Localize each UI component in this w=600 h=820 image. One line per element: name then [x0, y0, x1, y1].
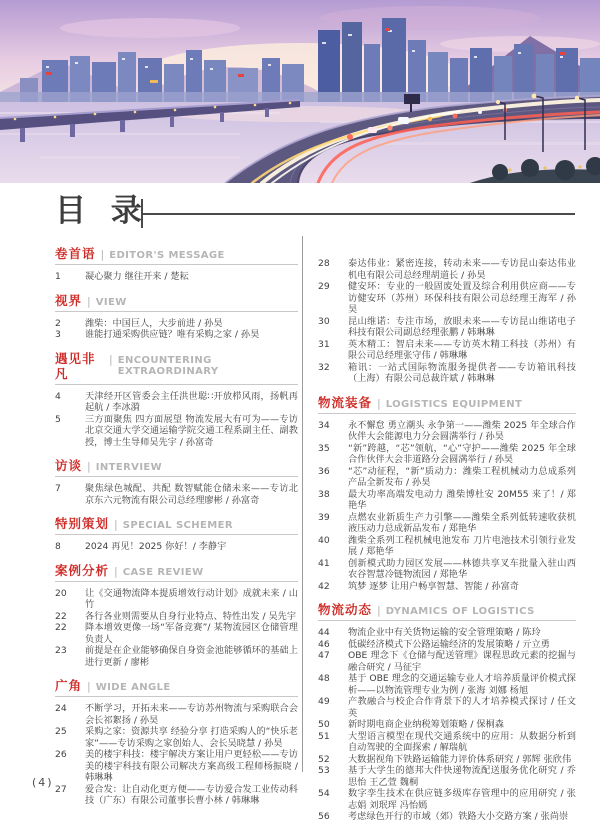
section-title-en: WIDE ANGLE [95, 682, 171, 693]
toc-item-title: 新时期电商企业纳税筹划策略 / 保桐森 [348, 719, 504, 730]
toc-item-page-number: 7 [55, 483, 61, 494]
toc-item-title: OBE 理念下《仓储与配送管理》课程思政元素的挖掘与融合研究 / 马征宇 [348, 650, 576, 673]
toc-item [318, 650, 576, 673]
section-header [55, 678, 298, 697]
toc-item-title: 潍柴全系列工程机械电池发布 刀片电池技术引领行业发展 / 郑艳华 [348, 534, 576, 557]
section-title-divider: | [87, 460, 91, 473]
toc-item-title: 点燃农业新质生产力引擎——潍柴全系列低转速收获机液压动力总成新品发布 / 郑艳华 [348, 511, 576, 534]
section-items [55, 271, 298, 283]
toc-item-title: 大数据视角下铁路运输能力评价体系研究 / 郭辉 张欣伟 [348, 753, 572, 765]
section-title-divider: | [377, 604, 381, 617]
toc-item [318, 512, 576, 535]
toc-item-title: 物流企业中有关货物运输的安全管理策略 / 陈玲 [348, 627, 541, 638]
toc-item-title: 箱讯：一站式国际物流服务提供者——专访箱讯科技（上海）有限公司总裁许斌 / 韩琳琳 [348, 361, 576, 384]
toc-item-page-number: 40 [318, 534, 330, 546]
section-header [318, 395, 576, 414]
toc-item [55, 541, 298, 553]
toc-item [318, 719, 576, 731]
toc-item-title: 永不懈怠 勇立潮头 永争第一——潍柴 2025 年全球合作伙伴大会能源电力分会圆满举行 / 孙昊 [348, 419, 576, 442]
toc-item [318, 466, 576, 489]
section-special-schemer [55, 516, 298, 553]
toc-item-page-number: 20 [55, 587, 67, 599]
toc-item-page-number: 34 [318, 419, 330, 431]
toc-item-title: 各行各业则需要从自身行业特点、特性出发 / 吴先宇 [85, 610, 297, 622]
section-items [55, 391, 298, 449]
section-header [55, 351, 298, 385]
toc-item-page-number: 4 [55, 390, 61, 402]
header-photo [0, 0, 600, 183]
toc-item-page-number: 54 [318, 788, 330, 799]
toc-item-page-number: 56 [318, 811, 330, 820]
toc-item [318, 765, 576, 788]
section-title-cn: 案例分析 [55, 562, 110, 578]
toc-item-title: 创新模式助力园区发展——林德共享叉车批量入驻山西农谷智慧冷链物流园 / 郑艳华 [348, 557, 576, 580]
toc-item [318, 489, 576, 512]
toc-item-page-number: 50 [318, 719, 330, 730]
section-dynamics-of-logistics [318, 602, 576, 820]
section-wide-angle-continued [318, 258, 576, 385]
toc-item [55, 329, 298, 341]
title-rule [142, 213, 575, 215]
toc-item-page-number: 23 [55, 645, 67, 656]
section-items [318, 627, 576, 820]
section-items [55, 588, 298, 669]
toc-item-page-number: 5 [55, 413, 61, 425]
toc-item [55, 645, 298, 668]
section-view [55, 293, 298, 341]
toc-item-page-number: 51 [318, 730, 330, 742]
toc-item-page-number: 27 [55, 783, 67, 795]
toc-item-title: 英木精工：智启未来——专访英木精工科技（苏州）有限公司总经理张守伟 / 韩琳琳 [348, 338, 576, 361]
toc-item-title: 凝心聚力 继往开来 / 楚耘 [85, 271, 189, 282]
section-title-divider: | [100, 248, 105, 261]
folio-page-number: (4) [32, 776, 54, 789]
toc-item [318, 581, 576, 593]
page-title: 目 录 [55, 193, 149, 229]
section-items [318, 420, 576, 593]
toc-item [55, 318, 298, 330]
column-divider [302, 236, 303, 772]
section-title-en: EDITOR'S MESSAGE [109, 250, 225, 261]
toc-item-page-number: 8 [55, 541, 61, 552]
toc-item-title: “芯”动征程，“新”质动力：潍柴工程机械动力总成系列产品全新发布 / 孙昊 [348, 465, 576, 488]
toc-item-page-number: 30 [318, 315, 330, 327]
section-header [55, 293, 298, 312]
section-title-en: INTERVIEW [95, 462, 163, 473]
section-title-cn: 卷首语 [55, 246, 96, 261]
section-title-cn: 视界 [55, 292, 83, 308]
toc-item-title: 筑梦 逐梦 让用户畅享智慧、智能 / 孙富奇 [348, 580, 519, 592]
toc-item [55, 271, 298, 283]
toc-item [318, 420, 576, 443]
toc-item-page-number: 53 [318, 765, 330, 776]
section-header [318, 602, 576, 621]
section-header [55, 458, 298, 477]
section-title-divider: | [87, 294, 91, 308]
section-title-cn: 特别策划 [55, 516, 110, 531]
toc-item [318, 281, 576, 316]
toc-item-title: 考虑绿色开行的市域（郊）铁路大小交路方案 / 张尚崇 [348, 811, 569, 820]
toc-item-title: 低碳经济模式下公路运输经济的发展策略 / 亓立勇 [348, 638, 550, 650]
toc-item [55, 414, 298, 449]
toc-item-title: 前提是在企业能够确保自身资金池能够循环的基础上进行更新 / 廖彬 [85, 645, 298, 668]
section-editors-message [55, 246, 298, 283]
section-title-cn: 物流动态 [318, 602, 373, 617]
toc-item [55, 483, 298, 506]
toc-item-title: 采购之家：资源共享 经验分享 打造采购人的“快乐老家”——专访采购之家创始人、会长吴晓慧 / 孙昊 [85, 726, 298, 749]
toc-item [318, 731, 576, 754]
toc-item-page-number: 44 [318, 627, 330, 638]
section-logistics-equipment [318, 395, 576, 593]
toc-item-title: 产教融合与校企合作背景下的人才培养模式探讨 / 任文英 [348, 696, 576, 719]
section-items [55, 703, 298, 807]
section-header [55, 563, 298, 582]
section-items [55, 541, 298, 553]
toc-item-page-number: 39 [318, 511, 330, 523]
toc-item-page-number: 29 [318, 281, 330, 292]
section-case-review [55, 563, 298, 669]
toc-item-title: 聚焦绿色城配、共配 数智赋能仓储未来——专访北京东六元物流有限公司总经理廖彬 / 孙富奇 [85, 483, 298, 506]
toc-item [318, 811, 576, 820]
toc-item [318, 673, 576, 696]
toc-left-column [55, 246, 298, 807]
toc-item-page-number: 31 [318, 338, 330, 350]
section-items [318, 258, 576, 385]
toc-right-column [318, 246, 576, 820]
toc-item-page-number: 24 [55, 703, 67, 714]
section-title-cn: 广角 [55, 678, 83, 693]
section-header [55, 246, 298, 265]
toc-item [55, 749, 298, 784]
toc-item-title: 最大功率高端发电动力 潍柴博杜安 20M55 来了！/ 郑艳华 [348, 488, 576, 511]
section-title-en: VIEW [95, 296, 127, 308]
toc-item-page-number: 26 [55, 749, 67, 760]
toc-item-title: 基于大学生的德邦大件快递物流配送服务优化研究 / 乔思怡 王乙萱 魏桐 [348, 765, 576, 788]
section-title-divider: | [114, 564, 118, 578]
section-wide-angle [55, 678, 298, 807]
toc-item-page-number: 46 [318, 638, 330, 650]
toc-item [318, 258, 576, 281]
toc-item-page-number: 2 [55, 317, 61, 329]
section-items [55, 318, 298, 341]
toc-item-title: 2024 再见！2025 你好！/ 李静宇 [85, 541, 227, 552]
toc-item [55, 726, 298, 749]
toc-item-title: 潍柴：中国巨人，大步前进 / 孙昊 [85, 317, 223, 329]
toc-item-page-number: 28 [318, 258, 330, 269]
section-title-divider: | [109, 352, 113, 366]
cityscape-illustration [0, 0, 600, 183]
toc-item-page-number: 22 [55, 622, 67, 633]
toc-item-page-number: 38 [318, 488, 330, 500]
toc-item-page-number: 49 [318, 696, 330, 707]
section-title-en: SPECIAL SCHEMER [122, 520, 233, 531]
toc-item-title: 昆山维诺：专注市场，放眼未来——专访昆山维诺电子科技有限公司副总经理张鹏 / 韩琳琳 [348, 315, 576, 338]
section-title-divider: | [114, 518, 118, 531]
toc-item [318, 788, 576, 811]
toc-item-title: 谁能打通采购供应链？唯有采购之家 / 孙昊 [85, 329, 260, 340]
toc-item [318, 443, 576, 466]
toc-item-title: 数字孪生技术在供应链多级库存管理中的应用研究 / 张志娟 刘珉珲 冯怡嫣 [348, 788, 576, 811]
section-title-en: DYNAMICS OF LOGISTICS [385, 606, 535, 617]
toc-item-page-number: 48 [318, 673, 330, 684]
toc-item [318, 754, 576, 766]
toc-item [55, 622, 298, 645]
toc-item [55, 784, 298, 807]
toc-item-title: 健安环：专业的一般固废处置及综合利用供应商——专访健安环（苏州）环保科技有限公司总经理王海军 / 孙昊 [348, 281, 576, 315]
section-interview [55, 458, 298, 506]
toc-item [318, 362, 576, 385]
toc-item-page-number: 52 [318, 753, 330, 765]
toc-item-title: 泰达伟业：紧密连接，转动未来——专访昆山泰达伟业机电有限公司总经理胡道长 / 孙昊 [348, 258, 576, 281]
toc-item-title: 美的楼宇科技：楼宇解决方案让用户更轻松——专访美的楼宇科技有限公司解决方案高级工程师杨振晓 / 韩琳琳 [85, 749, 298, 783]
toc-item-page-number: 32 [318, 361, 330, 373]
toc-item-page-number: 42 [318, 580, 330, 592]
toc-item-title: “新”跨越，“芯”领航，“心”守护——潍柴 2025 年全球合作伙伴大会非道路分会圆满举行 / 孙昊 [348, 442, 576, 465]
section-title-divider: | [377, 396, 381, 410]
toc-item-title: 天津经开区管委会主任洪世聪∷开放栉风雨，扬帆再起航 / 李冰漪 [85, 390, 298, 413]
section-header [55, 516, 298, 535]
toc-item-page-number: 3 [55, 329, 61, 340]
section-title-cn: 访谈 [55, 458, 83, 473]
toc-item [55, 611, 298, 623]
toc-item [318, 696, 576, 719]
toc-item-page-number: 47 [318, 650, 330, 661]
toc-item-title: 大型语言模型在现代交通系统中的应用：从数据分析到自动驾驶的全面探索 / 解瑞航 [348, 730, 576, 753]
toc-item-title: 基于 OBE 理念的交通运输专业人才培养质量评价模式探析——以物流管理专业为例 / 张海 刘娜 杨旭 [348, 673, 576, 696]
toc-item [318, 535, 576, 558]
toc-item-title: 让《交通物流降本提质增效行动计划》成就未来 / 山竹 [85, 587, 298, 610]
toc-item-page-number: 1 [55, 271, 61, 282]
toc-item-title: 爱合发：让自动化更方便——专访爱合发工业传动科技（广东）有限公司董事长曹小林 / 韩琳琳 [85, 783, 298, 806]
toc-item [318, 316, 576, 339]
section-title-cn: 遇见非凡 [55, 350, 96, 381]
toc-item-page-number: 25 [55, 726, 67, 737]
toc-item [318, 339, 576, 362]
toc-item [318, 558, 576, 581]
toc-item [55, 391, 298, 414]
section-title-en: ENCOUNTERING EXTRAORDINARY [117, 354, 219, 377]
toc-item [318, 627, 576, 639]
toc-item-page-number: 41 [318, 557, 330, 569]
toc-item-page-number: 22 [55, 610, 67, 622]
section-title-en: LOGISTICS EQUIPMENT [385, 398, 523, 410]
toc-item-title: 三方面聚焦 四方面展望 物流发展大有可为——专访北京交通大学交通运输学院交通工程系副主任、副教授，博士生导师吴先宇 / 孙富奇 [85, 413, 298, 448]
section-title-divider: | [87, 680, 91, 693]
toc-item-title: 降本增效更像一场“军备竞赛”/ 某物流园区仓储管理负责人 [85, 622, 298, 645]
toc-item [318, 639, 576, 651]
toc-item [55, 588, 298, 611]
section-title-en: CASE REVIEW [122, 566, 204, 578]
toc-item-page-number: 36 [318, 465, 330, 477]
toc-item-title: 不断学习，开拓未来——专访苏州物流与采购联合会会长祁絮扬 / 孙昊 [85, 703, 298, 726]
section-items [55, 483, 298, 506]
section-title-cn: 物流装备 [318, 394, 373, 410]
section-encountering-extraordinary [55, 351, 298, 449]
toc-item-page-number: 35 [318, 442, 330, 454]
toc-item [55, 703, 298, 726]
